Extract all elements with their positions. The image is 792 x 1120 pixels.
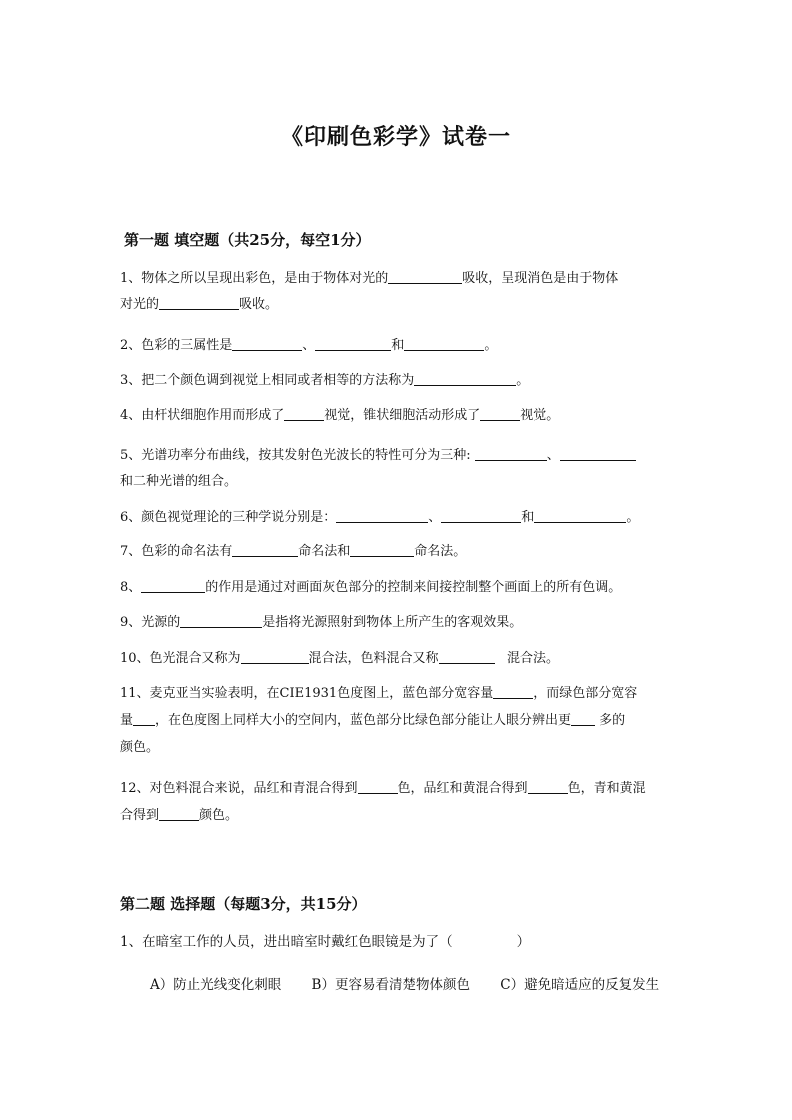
blank	[358, 779, 398, 794]
section-2-heading: 第二题 选择题（每题3分，共15分）	[120, 895, 367, 913]
blank	[441, 508, 521, 523]
blank	[315, 336, 391, 351]
question-11: 11、麦克亚当实验表明，在CIE1931色度图上，蓝色部分宽容量 ，而绿色部分宽容 量 ，在色度图上同样大小的空间内，蓝色部分比绿色部分能让人眼分辨出更 多的 颜色。	[120, 686, 638, 755]
blank	[534, 508, 626, 523]
page-title: 《印刷色彩学》试卷一	[280, 124, 511, 150]
question-5: 5、光谱功率分布曲线，按其发射色光波长的特性可分为三种: 、 和二种光谱的组合。	[120, 443, 676, 495]
blank	[159, 806, 199, 821]
blank	[493, 684, 533, 699]
blank	[180, 613, 262, 628]
question-2: 2、色彩的三属性是 、 和 。	[120, 338, 498, 353]
blank	[241, 649, 309, 664]
question-9: 9、光源的 是指将光源照射到物体上所产生的客观效果。	[120, 615, 523, 630]
blank	[560, 446, 636, 461]
choice-options	[150, 973, 659, 993]
question-6: 6、颜色视觉理论的三种学说分别是： 、 和 。	[120, 510, 640, 525]
blank	[404, 336, 484, 351]
blank	[133, 711, 155, 726]
blank	[475, 446, 547, 461]
blank	[350, 542, 414, 557]
blank	[336, 508, 428, 523]
blank	[232, 542, 298, 557]
question-12: 12、对色料混合来说，品红和青混合得到 色，品红和黄混合得到 色，青和黄混 合得到 颜色。	[120, 781, 646, 823]
blank	[159, 295, 239, 310]
option-b: B）更容易看清楚物体颜色	[311, 977, 470, 993]
question-8: 8、 的作用是通过对画面灰色部分的控制来间接控制整个画面上的所有色调。	[120, 580, 622, 595]
question-4: 4、由杆状细胞作用而形成了 视觉，锥状细胞活动形成了 视觉。	[120, 408, 560, 423]
blank	[480, 406, 520, 421]
question-10: 10、色光混合又称为 混合法，色料混合又称 混合法。	[120, 651, 559, 666]
blank	[414, 371, 516, 386]
question-1: 1、物体之所以呈现出彩色，是由于物体对光的 吸收，呈现消色是由于物体 对光的 吸收。	[120, 271, 619, 312]
question-7: 7、色彩的命名法有 命名法和 命名法。	[120, 544, 467, 559]
question-3: 3、把二个颜色调到视觉上相同或者相等的方法称为 。	[120, 373, 530, 388]
blank	[232, 336, 302, 351]
blank	[571, 711, 595, 726]
choice-question-1: 1、在暗室工作的人员，进出暗室时戴红色眼镜是为了（ ）	[120, 934, 531, 950]
blank	[141, 578, 205, 593]
section-1-heading: 第一题 填空题（共25分，每空1分）	[124, 231, 371, 249]
blank	[528, 779, 568, 794]
option-c: C）避免暗适应的反复发生	[500, 977, 660, 993]
option-a: A）防止光线变化刺眼	[150, 977, 282, 993]
blank	[284, 406, 324, 421]
blank	[388, 269, 462, 284]
blank	[439, 649, 495, 664]
